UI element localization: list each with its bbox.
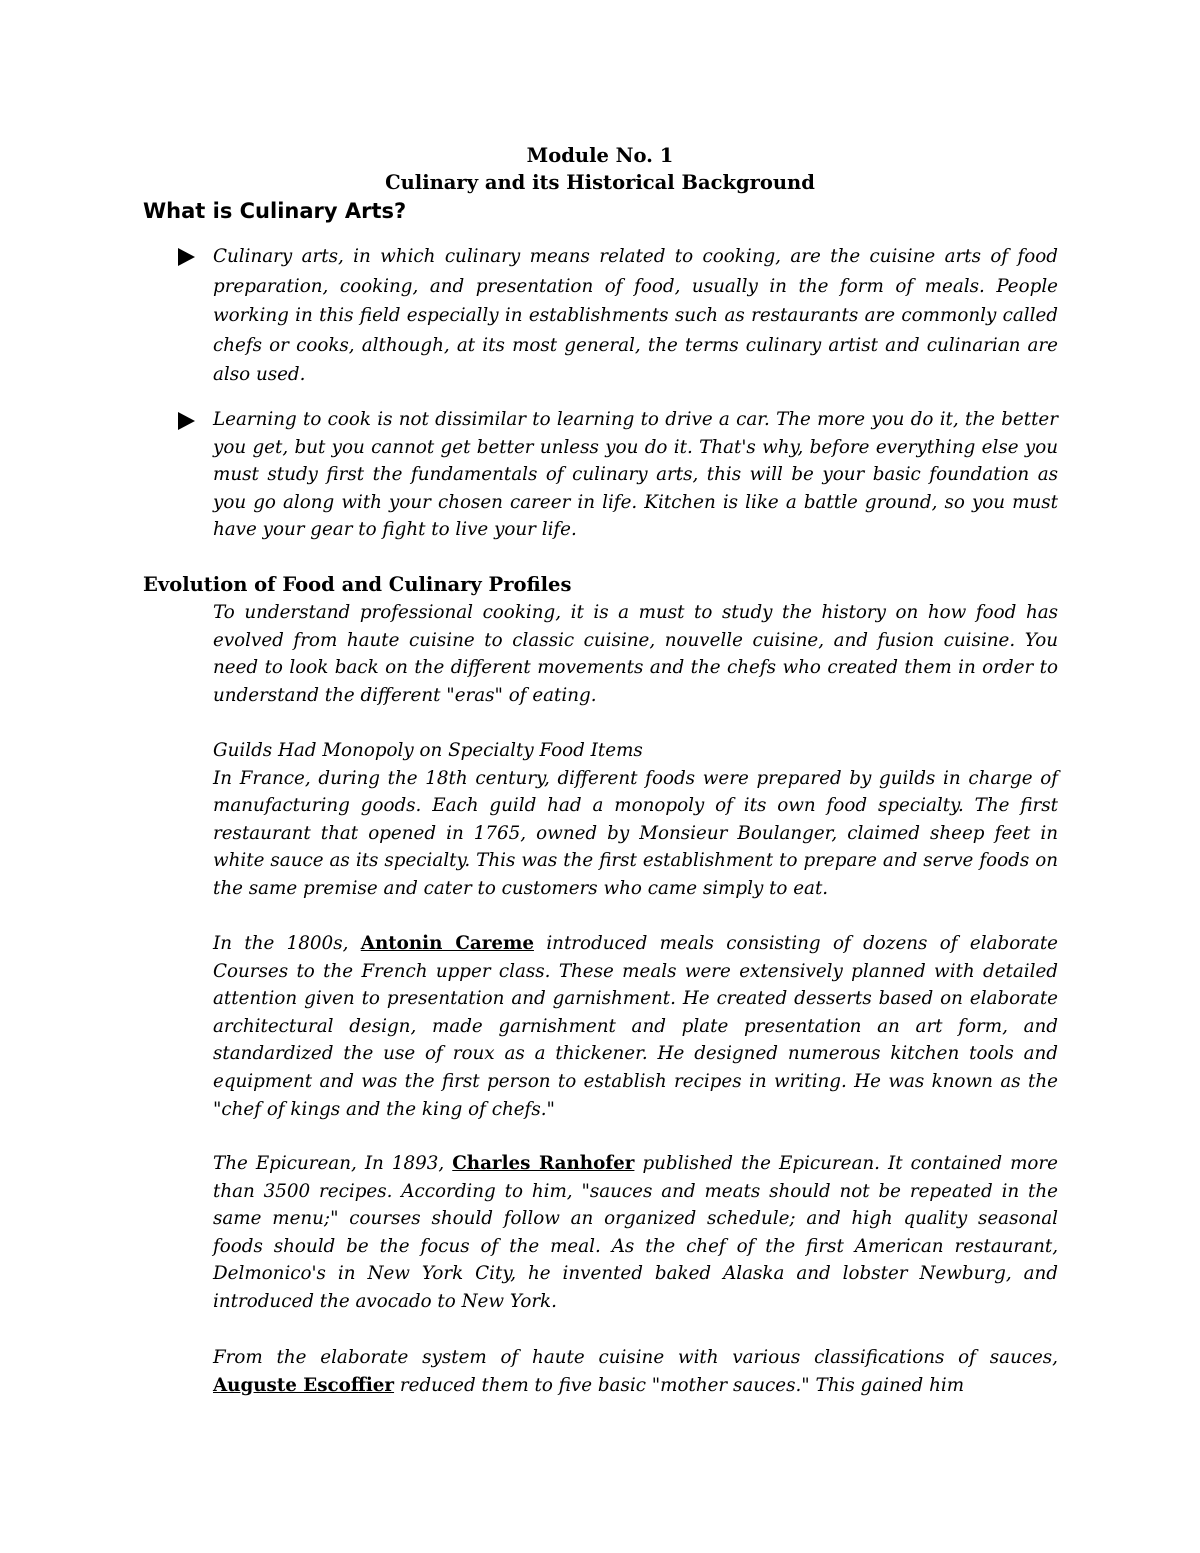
arrow-bullet-icon (178, 248, 195, 266)
guilds-paragraph (213, 737, 1058, 903)
bullet-paragraph: Learning to cook is not dissimilar to learning to drive a car. The more you do it, the better you get, but you cannot get better unless you do it. That's why, before everything else you must study first the fundamentals of culinary arts, this will be your basic foundation as you go along with your chosen career in life. Kitchen is like a battle ground, so you must have your gear to fight to live your life. (213, 409, 1058, 541)
bullet-paragraph: Culinary arts, in which culinary means related to cooking, are the cuisine arts of food preparation, cooking, and presentation of food, usually in the form of meals. People working in this field especially in establishments such as restaurants are commonly called chefs or cooks, although, at its most general, the terms culinary artist and culinarian are also used. (213, 246, 1058, 386)
escoffier-intro-text: From the elaborate system of haute cuisine with various classifications of sauces, (213, 1347, 1058, 1368)
careme-paragraph (213, 930, 1058, 1123)
careme-name: Antonin Careme (360, 933, 534, 954)
module-title: Culinary and its Historical Background (385, 171, 815, 194)
escoffier-text: reduced them to five basic "mother sauces." This gained him (394, 1374, 965, 1396)
escoffier-name: Auguste Escoffier (213, 1374, 395, 1396)
guilds-text: In France, during the 18th century, different foods were prepared by guilds in charge of manufacturing goods. Each guild had a monopoly of its own food specialty. The first restaurant that opened in 1765, owned by Monsieur Boulanger, claimed sheep feet in white sauce as its specialty. This was the first establishment to prepare and serve foods on the same premise and cater to customers who came simply to eat. (213, 767, 1058, 899)
escoffier-paragraph (213, 1344, 1058, 1399)
evolution-intro-paragraph: To understand professional cooking, it is a must to study the history on how food has evolved from haute cuisine to classic cuisine, nouvelle cuisine, and fusion cuisine. You need to look back on the different movements and the chefs who created them in order to understand the different "eras" of eating. (213, 602, 1058, 706)
careme-intro-text: In the 1800s, (213, 933, 361, 954)
ranhofer-paragraph (213, 1150, 1058, 1316)
module-number: Module No. 1 (526, 144, 674, 167)
guilds-title: Guilds Had Monopoly on Specialty Food Items (213, 740, 643, 761)
arrow-bullet-icon (178, 412, 195, 430)
ranhofer-intro-text: The Epicurean, In 1893, (213, 1153, 453, 1174)
careme-text: introduced meals consisting of dozens of elaborate Courses to the French upper class. These meals were extensively planned with detailed attention given to presentation and garnishment. He created desserts based on elaborate architectural design, made garnishment and plate presentation an art form, and standardized the use of roux as a thickener. He designed numerous kitchen tools and equipment and was the first person to establish recipes in writing. He was known as the "chef of kings and the king of chefs." (213, 933, 1058, 1120)
ranhofer-name: Charles Ranhofer (452, 1153, 635, 1174)
evolution-heading: Evolution of Food and Culinary Profiles (143, 573, 572, 596)
ranhofer-text: published the Epicurean. It contained more than 3500 recipes. According to him, "sauces and meats should not be repeated in the same menu;" courses should follow an organized schedule; and high quality seasonal foods should be the focus of the meal. As the chef of the first American restaurant, Delmonico's in New York City, he invented baked Alaska and lobster Newburg, and introduced the avocado to New York. (213, 1153, 1058, 1312)
section-heading: What is Culinary Arts? (143, 199, 407, 223)
